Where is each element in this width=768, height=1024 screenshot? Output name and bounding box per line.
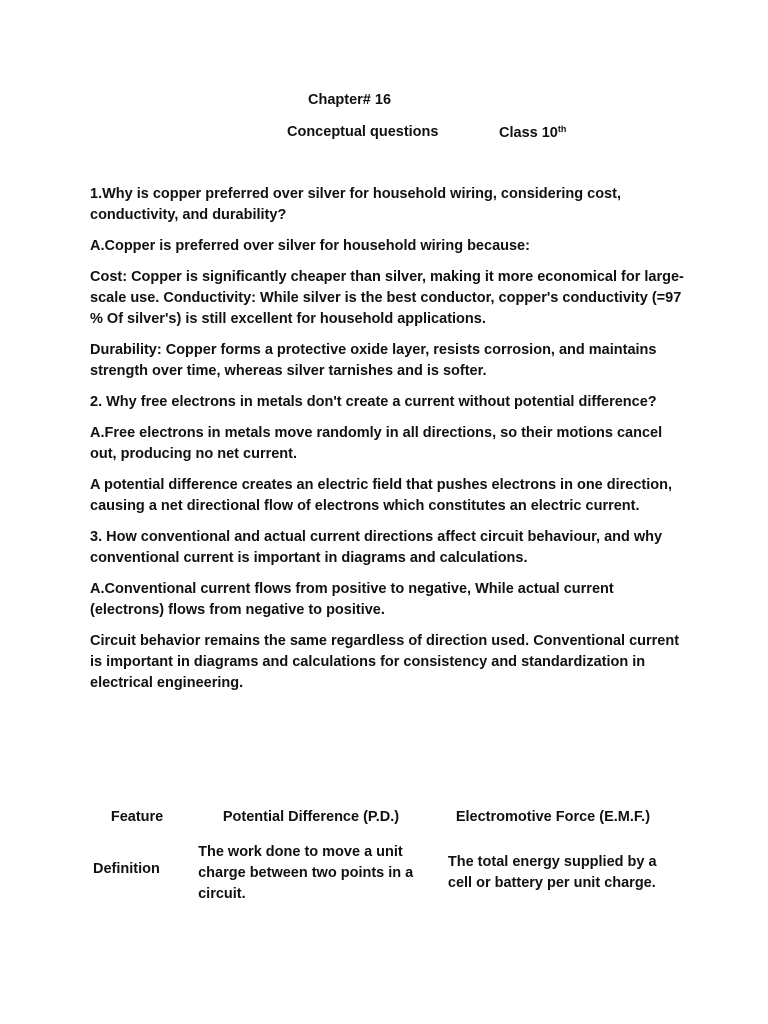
table-header-feature: Feature <box>110 808 164 825</box>
table-cell-feature: Definition <box>93 860 160 877</box>
class-label-text: Class 10 <box>499 125 558 141</box>
answer-3-part-2: Circuit behavior remains the same regardless of direction used. Conventional current is important in diagrams and calculations for consistency and standardization in electrical engineering. <box>90 633 680 691</box>
table-header-emf: Electromotive Force (E.M.F.) <box>455 808 651 825</box>
question-2: 2. Why free electrons in metals don't create a current without potential difference? <box>90 393 657 410</box>
answer-1-durability: Durability: Copper forms a protective oxide layer, resists corrosion, and maintains strength over time, whereas silver tarnishes and is softer. <box>90 341 657 379</box>
question-3: 3. How conventional and actual current directions affect circuit behaviour, and why conventional current is important in diagrams and calculations. <box>90 529 663 566</box>
class-superscript: th <box>557 124 567 134</box>
section-title: Conceptual questions <box>287 124 439 140</box>
table-header-row <box>84 800 674 834</box>
table-cell-emf: The total energy supplied by a cell or battery per unit charge. <box>447 854 657 892</box>
table-row <box>84 834 674 904</box>
table-header-pd: Potential Difference (P.D.) <box>222 808 400 825</box>
comparison-table <box>84 800 674 904</box>
body-text <box>90 184 690 704</box>
answer-3-part-1: A.Conventional current flows from positive to negative, While actual current (electrons) flows from negative to positive. <box>90 581 614 618</box>
table-cell-pd: The work done to move a unit charge between two points in a circuit. <box>198 844 414 902</box>
class-label <box>499 124 566 141</box>
answer-2-part-2: A potential difference creates an electric field that pushes electrons in one direction, causing a net directional flow of electrons which constitutes an electric current. <box>90 477 673 514</box>
answer-1-cost: Cost: Copper is significantly cheaper than silver, making it more economical for large-scale use. Conductivity: While silver is the best conductor, copper's conductivity (=97 % Of silver's) is still excellent for household applications. <box>90 269 684 327</box>
question-1: 1.Why is copper preferred over silver for household wiring, considering cost, conductivity, and durability? <box>90 186 621 223</box>
answer-2-part-1: A.Free electrons in metals move randomly in all directions, so their motions cancel out, producing no net current. <box>90 425 663 462</box>
chapter-title: Chapter# 16 <box>308 92 392 108</box>
answer-1-intro: A.Copper is preferred over silver for household wiring because: <box>90 237 530 254</box>
